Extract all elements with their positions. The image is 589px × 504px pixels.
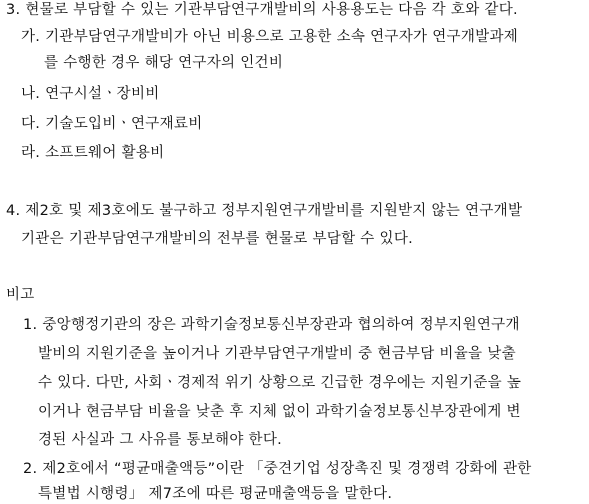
note1-line2: 발비의 지원기준을 높이거나 기관부담연구개발비 중 현금부담 비율을 낮출 <box>38 346 516 362</box>
note2-line2: 특별법 시행령」 제7조에 따른 평균매출액등을 말한다. <box>38 486 393 502</box>
note2-line1: 2. 제2호에서 “평균매출액등”이란 「중견기업 성장촉진 및 경쟁력 강화에 관한 <box>23 461 532 477</box>
note1-line5: 경된 사실과 그 사유를 통보해야 한다. <box>38 432 283 448</box>
item-ga-line1: 가. 기관부담연구개발비가 아닌 비용으로 고용한 소속 연구자가 연구개발과제 <box>21 29 519 45</box>
item-na: 나. 연구시설ㆍ장비비 <box>21 86 160 102</box>
note1-line1: 1. 중앙행정기관의 장은 과학기술정보통신부장관과 협의하여 정부지원연구개 <box>23 317 520 333</box>
section4-line1: 4. 제2호 및 제3호에도 불구하고 정부지원연구개발비를 지원받지 않는 연구개발 <box>6 203 523 219</box>
section3-heading: 3. 현물로 부담할 수 있는 기관부담연구개발비의 사용용도는 다음 각 호와 같다. <box>6 2 518 18</box>
item-da: 다. 기술도입비ㆍ연구재료비 <box>21 116 203 132</box>
section4-line2: 기관은 기관부담연구개발비의 전부를 현물로 부담할 수 있다. <box>21 231 414 247</box>
note1-line4: 이거나 현금부담 비율을 낮춘 후 지체 없이 과학기술정보통신부장관에게 변 <box>38 404 521 420</box>
item-ra: 라. 소프트웨어 활용비 <box>21 145 165 161</box>
remarks-title: 비고 <box>6 287 35 303</box>
item-ga-line2: 를 수행한 경우 해당 연구자의 인건비 <box>44 55 284 71</box>
note1-line3: 수 있다. 다만, 사회ㆍ경제적 위기 상황으로 긴급한 경우에는 지원기준을 높 <box>38 375 522 391</box>
